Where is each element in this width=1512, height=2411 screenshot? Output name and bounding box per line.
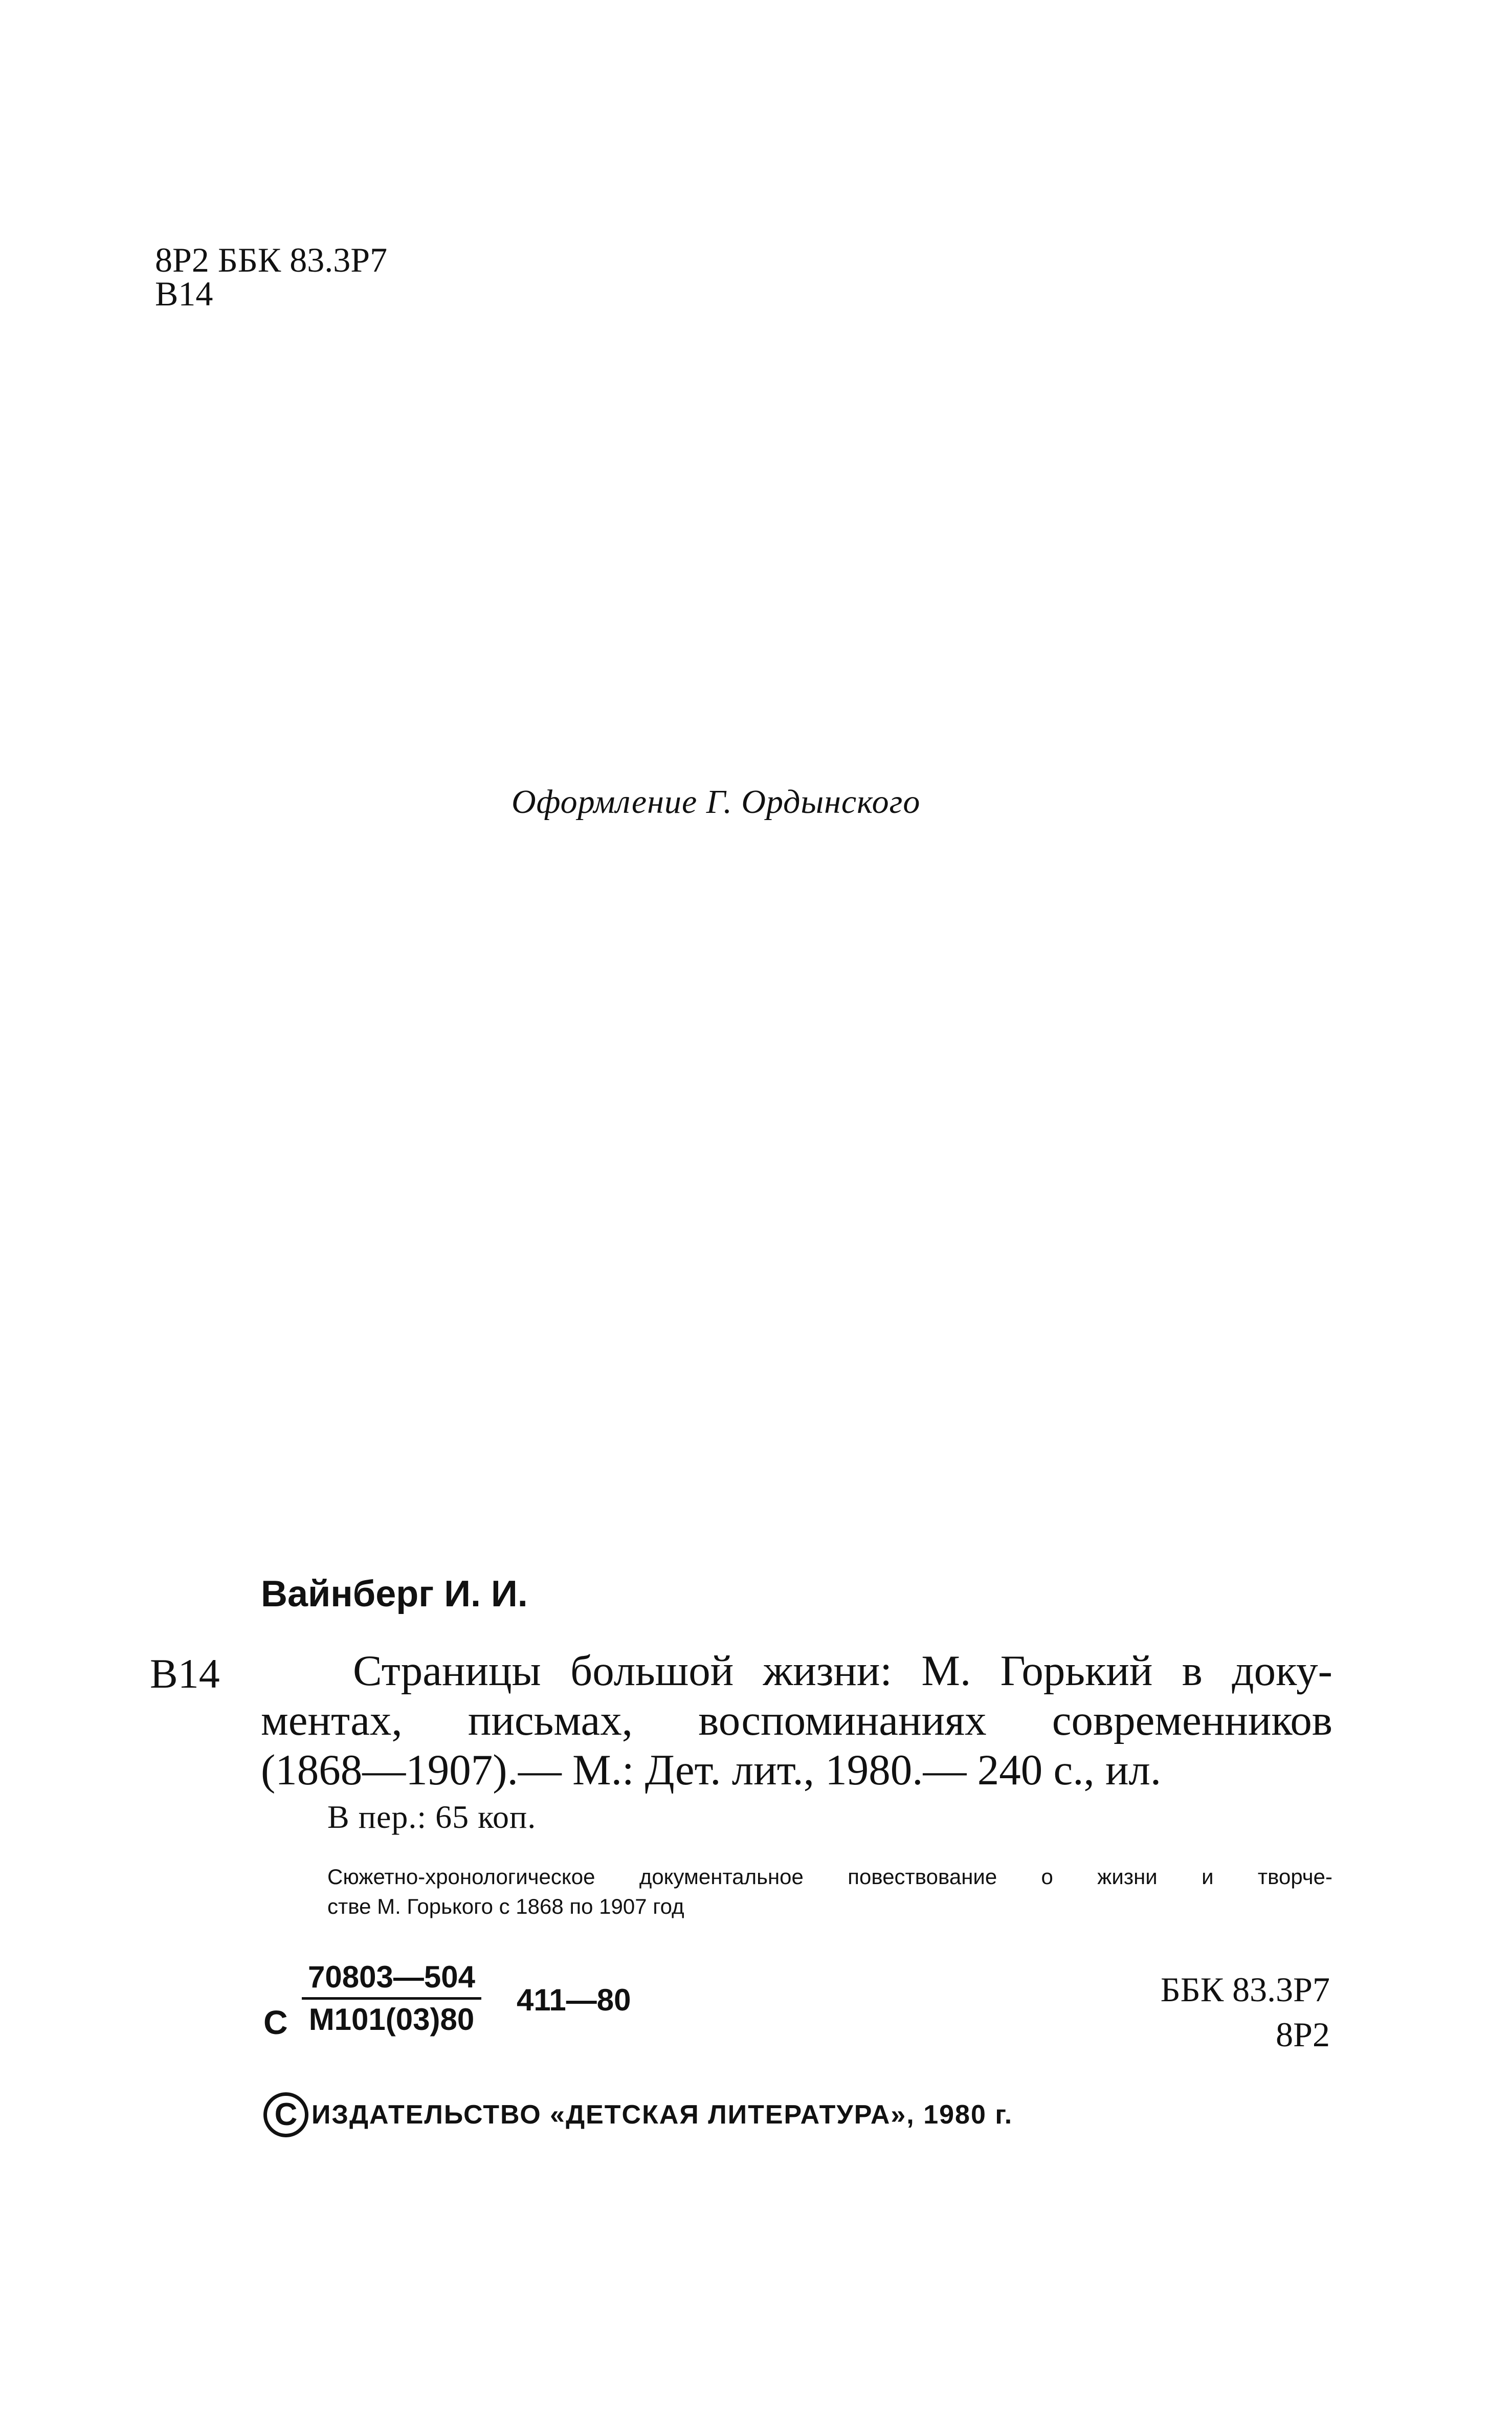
author-name: Вайнберг И. И. bbox=[261, 1574, 528, 1614]
description-line: (1868—1907).— М.: Дет. лит., 1980.— 240 с., ил. bbox=[261, 1746, 1162, 1794]
copyright-icon: С bbox=[263, 2092, 308, 2137]
annotation-line: Сюжетно-хронологическое документальное повествование о жизни и творче- bbox=[327, 1865, 1332, 1889]
description-line: ментах, письмах, воспоминаниях современников bbox=[261, 1696, 1332, 1744]
index-suffix: 411—80 bbox=[517, 1983, 631, 2017]
bibliographic-description bbox=[261, 1646, 1332, 1795]
top-code-line-1: 8Р2 ББК 83.3Р7 bbox=[155, 240, 388, 279]
index-denominator: М101(03)80 bbox=[308, 2002, 475, 2037]
index-fraction bbox=[302, 1959, 481, 2038]
index-letter: С bbox=[263, 2003, 288, 2041]
annotation bbox=[327, 1862, 1332, 1921]
catalog-code: В14 bbox=[150, 1650, 220, 1697]
description-line: Страницы большой жизни: М. Горький в доку- bbox=[353, 1647, 1332, 1695]
top-classification-codes bbox=[155, 240, 388, 313]
copyright-line bbox=[263, 2092, 1013, 2137]
bottom-code-line-1: ББК 83.3Р7 bbox=[1160, 1970, 1330, 2009]
bottom-code-line-2: 8Р2 bbox=[1276, 2015, 1330, 2054]
top-code-line-2: В14 bbox=[155, 274, 213, 313]
price: В пер.: 65 коп. bbox=[327, 1799, 537, 1835]
fraction-bar bbox=[302, 1997, 481, 2000]
design-credit: Оформление Г. Ордынского bbox=[512, 783, 921, 821]
copyright-text: ИЗДАТЕЛЬСТВО «ДЕТСКАЯ ЛИТЕРАТУРА», 1980 г. bbox=[312, 2100, 1013, 2130]
annotation-line: стве М. Горького с 1868 по 1907 год bbox=[327, 1894, 684, 1918]
bottom-classification-codes bbox=[1074, 1967, 1330, 2057]
index-numerator: 70803—504 bbox=[308, 1960, 475, 1994]
